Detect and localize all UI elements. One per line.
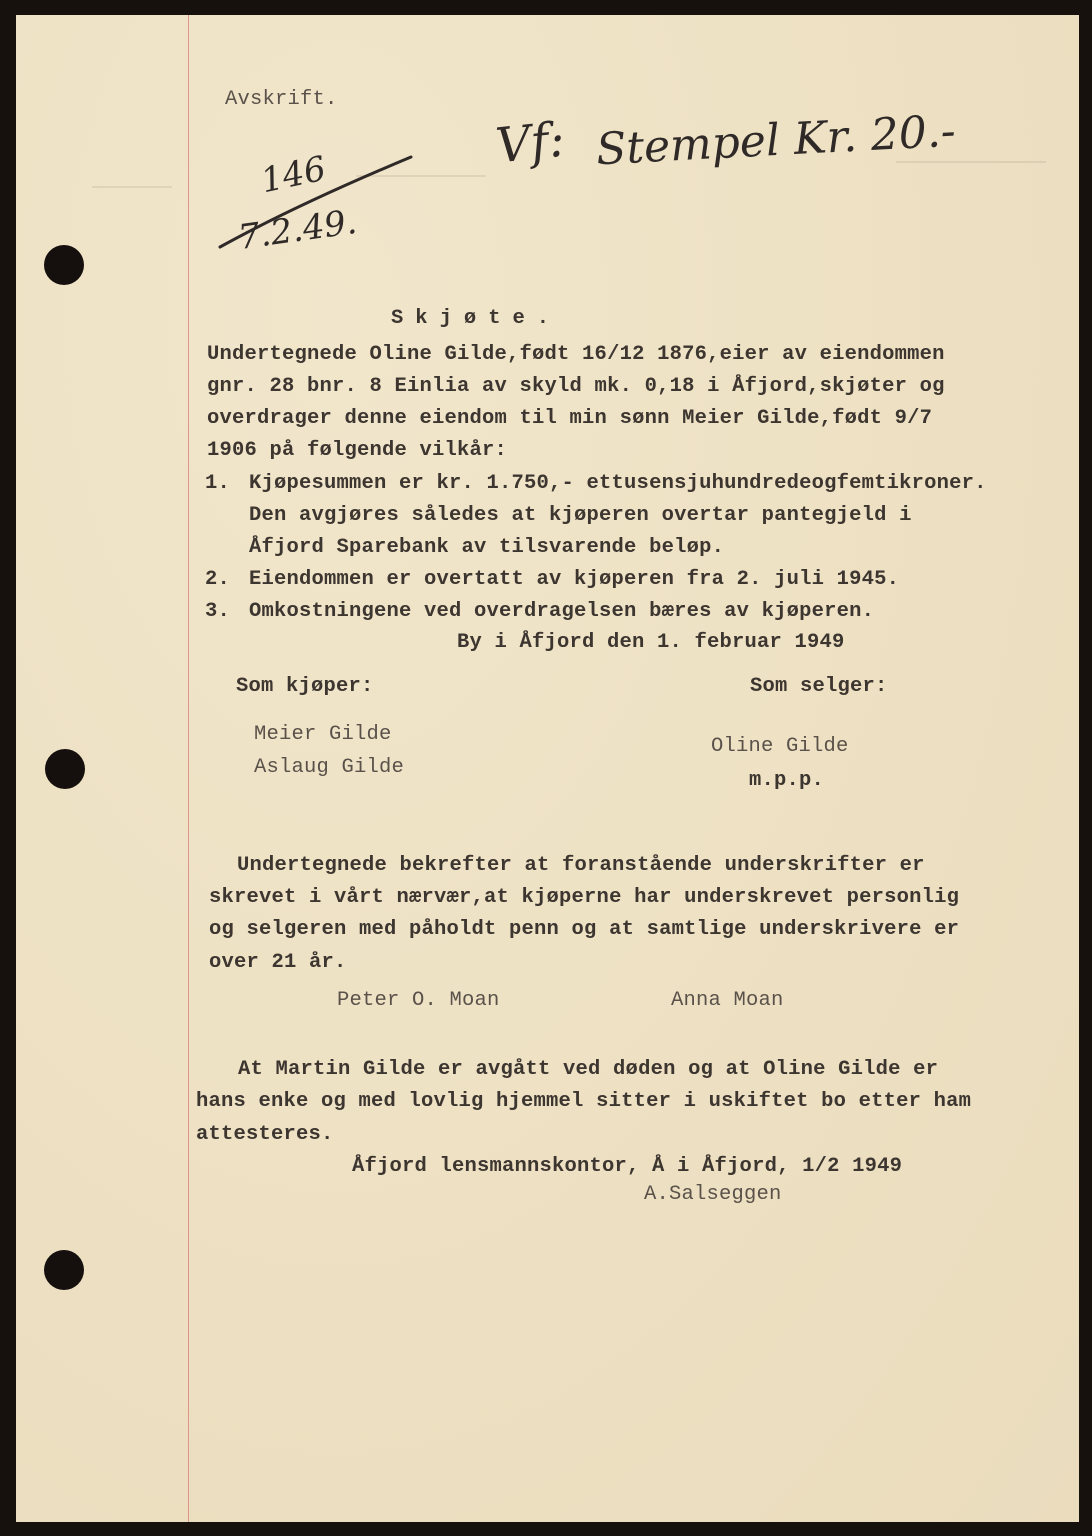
witness-name: Peter O. Moan xyxy=(337,989,500,1012)
attestation-line: attesteres. xyxy=(196,1123,334,1146)
buyer-name: Meier Gilde xyxy=(254,723,392,746)
condition-number: 2. xyxy=(205,568,231,591)
condition-line: Åfjord Sparebank av tilsvarende beløp. xyxy=(249,536,725,559)
condition-line: Eiendommen er overtatt av kjøperen fra 2. juli 1945. xyxy=(249,568,900,591)
handwritten-date: 7.2.49. xyxy=(235,201,360,259)
document-title: Skjøte. xyxy=(391,307,562,330)
witness-line: og selgeren med påholdt penn og at samtlige underskrivere er xyxy=(209,918,960,941)
handwritten-stamp-note: Stempel Kr. 20.- xyxy=(594,105,957,176)
seller-name: Oline Gilde xyxy=(711,735,849,758)
condition-line: Den avgjøres således at kjøperen overtar pantegjeld i xyxy=(249,504,912,527)
document-page xyxy=(16,15,1079,1522)
faint-rule xyxy=(896,161,1046,163)
intro-line: 1906 på følgende vilkår: xyxy=(207,439,508,462)
handwritten-number: 146 xyxy=(257,148,330,202)
buyer-name: Aslaug Gilde xyxy=(254,756,405,779)
attestation-line: hans enke og med lovlig hjemmel sitter i uskiftet bo etter ham xyxy=(196,1090,972,1113)
punch-hole-icon xyxy=(44,245,84,285)
office-line: Åfjord lensmannskontor, Å i Åfjord, 1/2 1949 xyxy=(352,1155,903,1178)
attestation-line: At Martin Gilde er avgått ved døden og at Oline Gilde er xyxy=(238,1058,939,1081)
red-margin-line xyxy=(188,15,189,1522)
intro-line: Undertegnede Oline Gilde,født 16/12 1876,eier av eiendommen xyxy=(207,343,945,366)
copy-label: Avskrift. xyxy=(225,88,338,111)
handwritten-abbrev: Vf: xyxy=(493,111,568,175)
witness-line: over 21 år. xyxy=(209,951,347,974)
witness-name: Anna Moan xyxy=(671,989,784,1012)
condition-number: 1. xyxy=(205,472,231,495)
seller-note: m.p.p. xyxy=(749,769,825,792)
attestation-signer: A.Salseggen xyxy=(644,1183,782,1206)
faint-rule xyxy=(92,186,172,188)
condition-number: 3. xyxy=(205,600,231,623)
witness-line: Undertegnede bekrefter at foranstående underskrifter er xyxy=(237,854,925,877)
punch-hole-icon xyxy=(44,1250,84,1290)
condition-line: Omkostningene ved overdragelsen bæres av kjøperen. xyxy=(249,600,875,623)
intro-line: gnr. 28 bnr. 8 Einlia av skyld mk. 0,18 i Åfjord,skjøter og xyxy=(207,375,945,398)
intro-line: overdrager denne eiendom til min sønn Meier Gilde,født 9/7 xyxy=(207,407,933,430)
buyer-label: Som kjøper: xyxy=(236,675,374,698)
condition-line: Kjøpesummen er kr. 1.750,- ettusensjuhundredeogfemtikroner. xyxy=(249,472,987,495)
witness-line: skrevet i vårt nærvær,at kjøperne har underskrevet personlig xyxy=(209,886,960,909)
punch-hole-icon xyxy=(45,749,85,789)
seller-label: Som selger: xyxy=(750,675,888,698)
place-date: By i Åfjord den 1. februar 1949 xyxy=(457,631,845,654)
